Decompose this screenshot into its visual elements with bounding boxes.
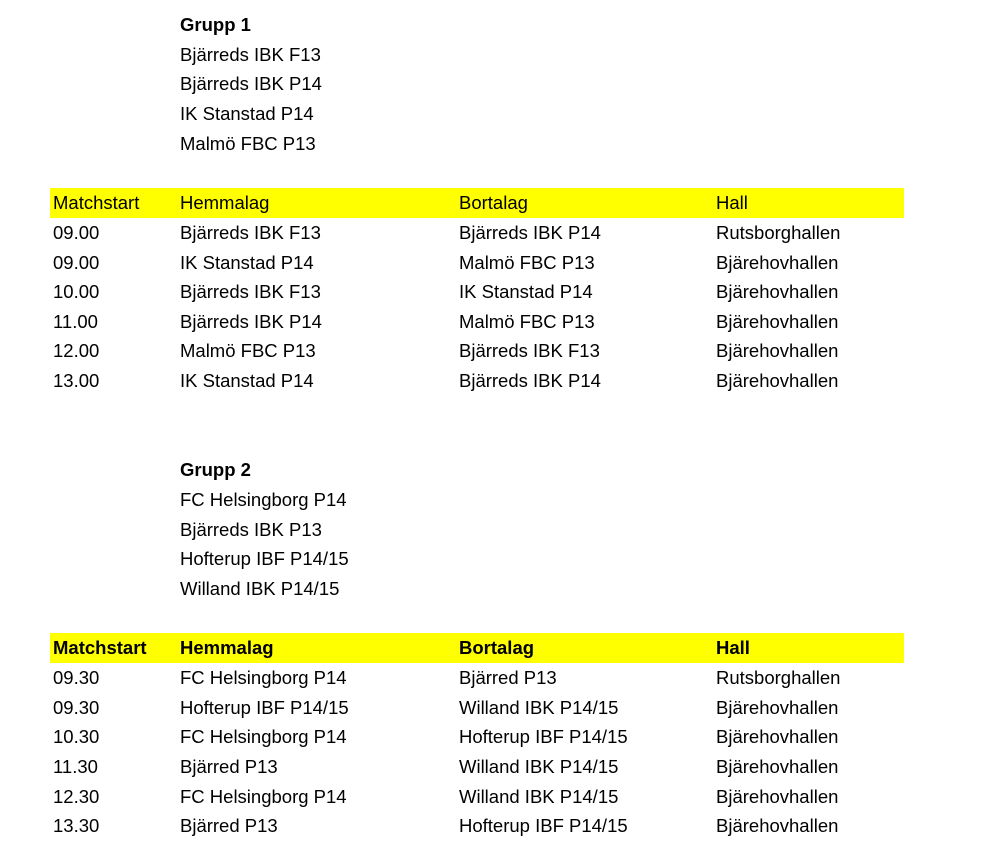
match-time: 13.30 [53,815,100,836]
match-row [0,366,993,396]
group-2-team: Willand IBK P14/15 [180,578,340,599]
group-2-team: FC Helsingborg P14 [180,489,347,510]
match-time: 10.00 [53,281,100,302]
group-1-team-row [0,40,993,70]
match-away-team: Willand IBK P14/15 [459,786,619,807]
group-1-team-row [0,99,993,129]
match-away-team: Willand IBK P14/15 [459,697,619,718]
match-home-team: Bjärred P13 [180,756,278,777]
match-hall: Bjärehovhallen [716,252,839,273]
match-away-team: Malmö FBC P13 [459,311,595,332]
header-matchstart: Matchstart [53,192,140,213]
match-away-team: Bjärreds IBK F13 [459,340,600,361]
match-hall: Bjärehovhallen [716,340,839,361]
match-away-team: Bjärreds IBK P14 [459,370,601,391]
group-1-title: Grupp 1 [180,14,251,35]
match-home-team: FC Helsingborg P14 [180,786,347,807]
match-hall: Bjärehovhallen [716,311,839,332]
header-hall: Hall [716,192,748,213]
group-2-header-row [0,633,993,663]
match-hall: Bjärehovhallen [716,815,839,836]
match-home-team: Bjärreds IBK F13 [180,222,321,243]
match-home-team: Bjärreds IBK F13 [180,281,321,302]
match-row [0,277,993,307]
match-row [0,336,993,366]
match-time: 11.30 [53,756,98,777]
match-time: 12.00 [53,340,100,361]
header-hall: Hall [716,637,750,658]
match-hall: Bjärehovhallen [716,697,839,718]
group-1-team-row [0,129,993,159]
match-home-team: IK Stanstad P14 [180,252,314,273]
match-away-team: Hofterup IBF P14/15 [459,726,628,747]
group-2-team-row [0,574,993,604]
group-2-team-row [0,544,993,574]
header-matchstart: Matchstart [53,637,147,658]
match-home-team: Hofterup IBF P14/15 [180,697,349,718]
group-1-header-row [0,188,993,218]
match-time: 09.00 [53,222,100,243]
match-row [0,722,993,752]
group-1-team: Malmö FBC P13 [180,133,316,154]
group-2-team: Bjärreds IBK P13 [180,519,322,540]
match-home-team: IK Stanstad P14 [180,370,314,391]
match-row [0,307,993,337]
header-hemmalag: Hemmalag [180,192,270,213]
group-2-team-row [0,485,993,515]
group-1-title-row [0,10,993,40]
group-1-team: IK Stanstad P14 [180,103,314,124]
match-away-team: Bjärreds IBK P14 [459,222,601,243]
match-row [0,663,993,693]
match-row [0,218,993,248]
match-home-team: Bjärreds IBK P14 [180,311,322,332]
match-away-team: Bjärred P13 [459,667,557,688]
match-home-team: Bjärred P13 [180,815,278,836]
match-time: 09.30 [53,697,100,718]
group-2-title: Grupp 2 [180,459,251,480]
match-row [0,782,993,812]
match-hall: Bjärehovhallen [716,786,839,807]
match-row [0,693,993,723]
match-time: 11.00 [53,311,98,332]
group-1-team: Bjärreds IBK F13 [180,44,321,65]
match-hall: Rutsborghallen [716,667,841,688]
match-home-team: FC Helsingborg P14 [180,667,347,688]
group-1-team-row [0,69,993,99]
match-time: 13.00 [53,370,100,391]
group-2-team: Hofterup IBF P14/15 [180,548,349,569]
match-row [0,811,993,841]
header-bortalag: Bortalag [459,637,535,658]
match-time: 10.30 [53,726,100,747]
match-time: 12.30 [53,786,100,807]
group-1-team: Bjärreds IBK P14 [180,73,322,94]
group-2-team-row [0,515,993,545]
match-time: 09.30 [53,667,100,688]
match-away-team: Willand IBK P14/15 [459,756,619,777]
match-row [0,248,993,278]
match-time: 09.00 [53,252,100,273]
header-hemmalag: Hemmalag [180,637,274,658]
match-hall: Bjärehovhallen [716,726,839,747]
match-row [0,752,993,782]
match-away-team: Hofterup IBF P14/15 [459,815,628,836]
match-home-team: FC Helsingborg P14 [180,726,347,747]
match-hall: Bjärehovhallen [716,370,839,391]
header-bortalag: Bortalag [459,192,528,213]
match-hall: Rutsborghallen [716,222,841,243]
match-hall: Bjärehovhallen [716,756,839,777]
match-home-team: Malmö FBC P13 [180,340,316,361]
match-away-team: Malmö FBC P13 [459,252,595,273]
match-hall: Bjärehovhallen [716,281,839,302]
match-away-team: IK Stanstad P14 [459,281,593,302]
group-2-title-row [0,455,993,485]
